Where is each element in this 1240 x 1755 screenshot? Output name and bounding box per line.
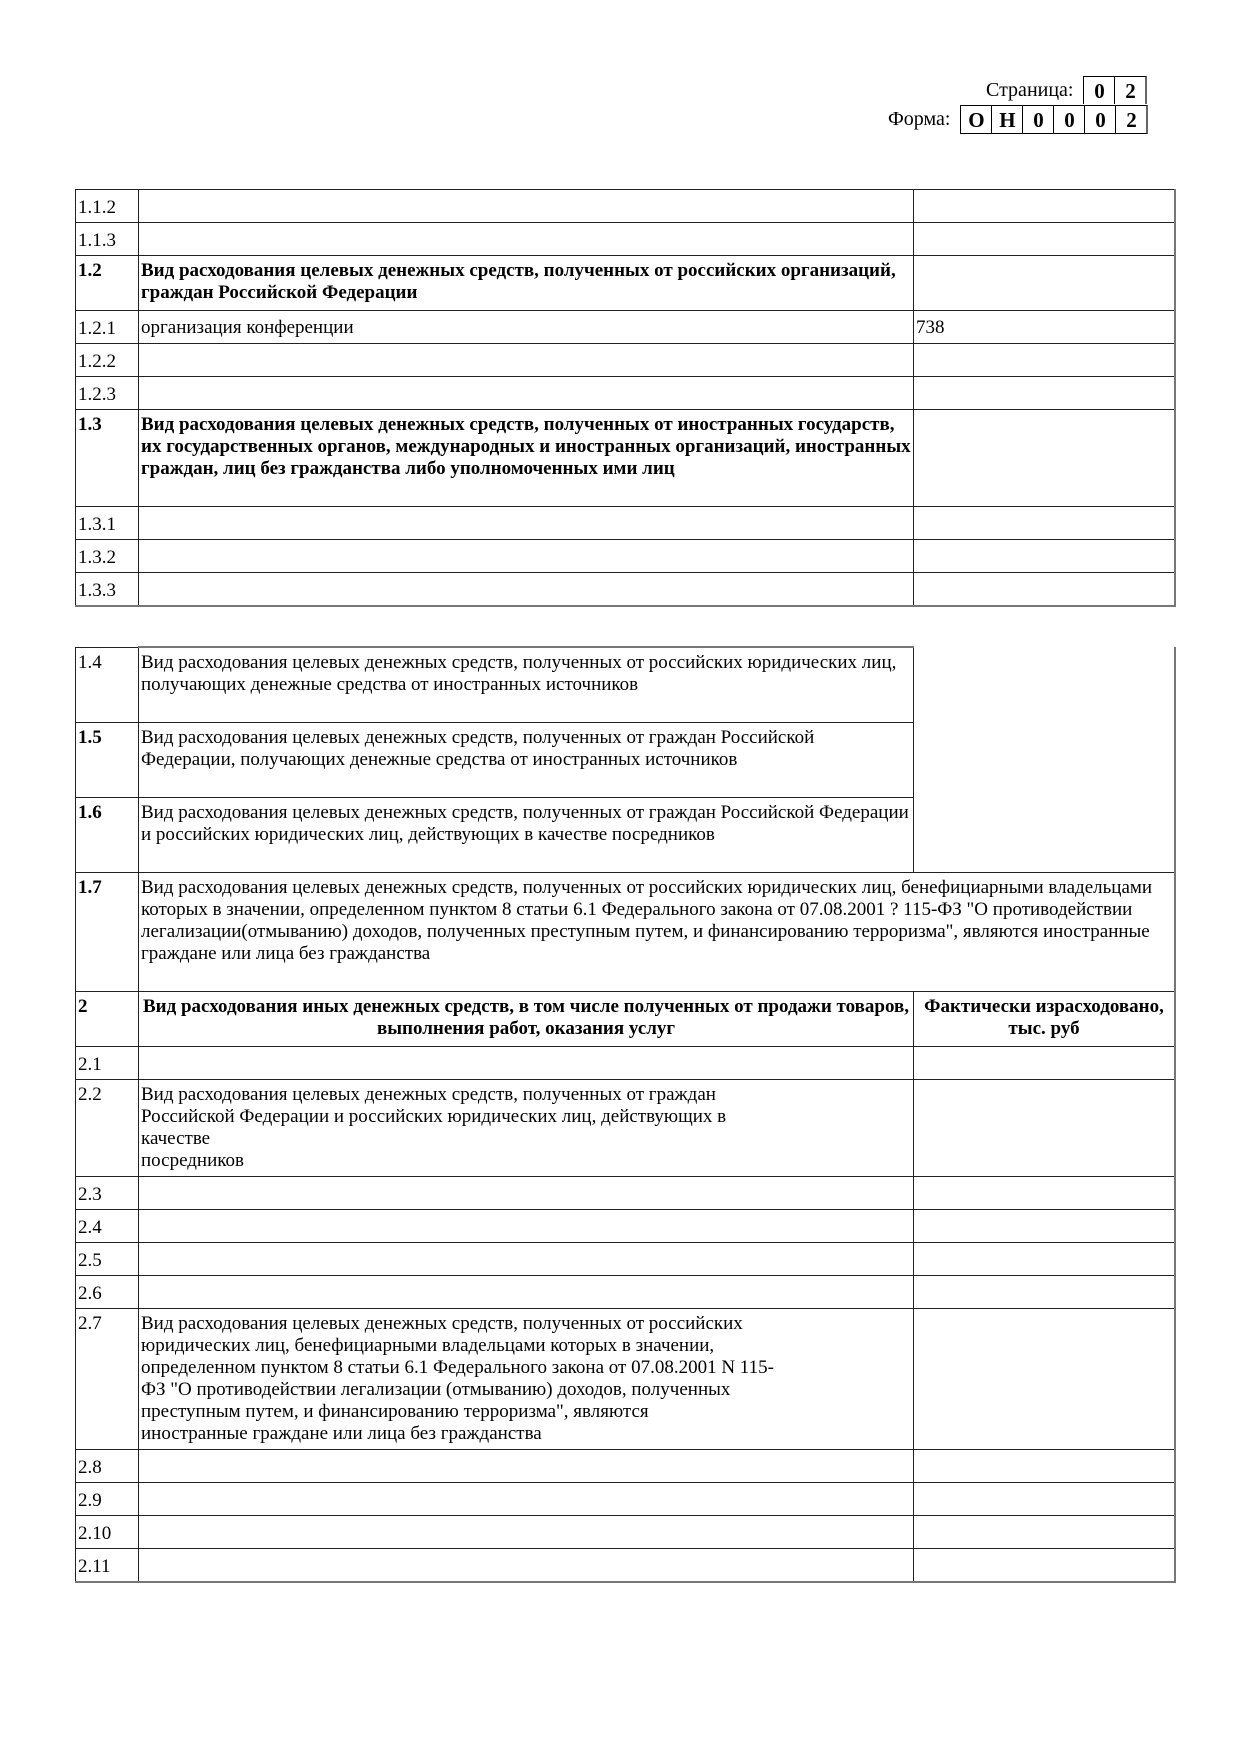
expenditure-table-section-1 (75, 189, 1176, 607)
table-row (76, 1079, 1176, 1176)
row-number: 1.3.1 (76, 507, 139, 540)
row-value[interactable] (914, 190, 1176, 223)
row-number: 1.3.3 (76, 573, 139, 607)
form-code-char: 0 (1023, 105, 1054, 134)
row-value[interactable] (914, 1079, 1176, 1176)
row-number: 2.4 (76, 1209, 139, 1242)
row-description[interactable] (139, 377, 914, 410)
row-description[interactable] (139, 1046, 914, 1079)
row-description[interactable] (139, 344, 914, 377)
desc-line: качестве (141, 1127, 211, 1149)
row-value[interactable] (914, 1482, 1176, 1515)
merged-value-cell[interactable] (914, 647, 1176, 872)
row-value[interactable] (914, 223, 1176, 256)
form-code-char: Н (992, 105, 1023, 134)
desc-line: преступным путем, и финансированию терроризма", являются (141, 1400, 649, 1422)
table-row (76, 1046, 1176, 1079)
row-number: 1.3 (76, 410, 139, 507)
table-row (76, 507, 1176, 540)
row-number: 2.6 (76, 1275, 139, 1308)
row-value[interactable] (914, 1515, 1176, 1548)
row-number: 2.5 (76, 1242, 139, 1275)
table-row (76, 1308, 1176, 1449)
row-description[interactable] (139, 540, 914, 573)
row-value[interactable] (914, 573, 1176, 607)
desc-line: посредников (141, 1149, 244, 1171)
column-header-actual-spent: Фактически израсходовано, тыс. руб (914, 991, 1176, 1046)
row-value[interactable]: 738 (914, 311, 1176, 344)
table-row-section-header (76, 256, 1176, 311)
row-value[interactable] (914, 1308, 1176, 1449)
table-row (76, 1176, 1176, 1209)
table-row (76, 1515, 1176, 1548)
expenditure-table-section-2 (75, 646, 1176, 1583)
desc-line: Российской Федерации и российских юридических лиц, действующих в (141, 1105, 727, 1127)
desc-line: ФЗ "О противодействии легализации (отмыванию) доходов, полученных (141, 1378, 731, 1400)
row-description[interactable] (139, 1548, 914, 1582)
row-description: Вид расходования целевых денежных средств, полученных от российских организаций, граждан Российской Федерации (139, 256, 914, 311)
form-code-field (888, 105, 1148, 134)
row-value[interactable] (914, 256, 1176, 311)
row-value[interactable] (914, 410, 1176, 507)
form-code-char: 0 (1085, 105, 1116, 134)
row-description: Вид расходования целевых денежных средств, полученных от граждан Российской Федерации и российских юридических лиц, действующих в качестве посредников (139, 797, 914, 872)
row-value[interactable] (914, 1242, 1176, 1275)
form-code-char: 0 (1054, 105, 1085, 134)
table-row (76, 344, 1176, 377)
row-number: 1.2.1 (76, 311, 139, 344)
row-description[interactable] (139, 223, 914, 256)
row-number: 1.2.2 (76, 344, 139, 377)
table-row (76, 1209, 1176, 1242)
row-description: Вид расходования целевых денежных средств, полученных от российских юридических лиц, бенефициарными владельцами которых в значении, определенном пунктом 8 статьи 6.1 Федерального закона от 07.08.2001 ? 115-ФЗ "О противодействии легализации(отмыванию) доходов, полученных преступным путем, и финансированию терроризма", являются иностранные граждане или лица без гражданства (139, 872, 1176, 991)
desc-line: определенном пунктом 8 статьи 6.1 Федерального закона от 07.08.2001 N 115- (141, 1356, 774, 1378)
row-value[interactable] (914, 1449, 1176, 1482)
row-description[interactable] (139, 507, 914, 540)
page-number-field (986, 76, 1147, 105)
table-row (76, 190, 1176, 223)
row-description[interactable] (139, 573, 914, 607)
row-number: 1.6 (76, 797, 139, 872)
desc-line: иностранные граждане или лица без гражданства (141, 1422, 542, 1444)
row-number: 1.7 (76, 872, 139, 991)
row-value[interactable] (914, 1548, 1176, 1582)
page-label: Страница: (986, 79, 1074, 101)
row-number: 1.2.3 (76, 377, 139, 410)
row-description[interactable] (139, 1275, 914, 1308)
table-row (76, 573, 1176, 607)
row-number: 2.2 (76, 1079, 139, 1176)
row-value[interactable] (914, 1176, 1176, 1209)
row-description (139, 1308, 914, 1449)
row-value[interactable] (914, 507, 1176, 540)
table-row (76, 1548, 1176, 1582)
table-row (76, 872, 1176, 991)
table-row (76, 540, 1176, 573)
row-number: 1.1.3 (76, 223, 139, 256)
page-digit: 0 (1083, 76, 1115, 104)
table-row (76, 311, 1176, 344)
page-digit: 2 (1115, 76, 1147, 104)
desc-line: Вид расходования целевых денежных средств, полученных от российских (141, 1312, 743, 1334)
column-header-description: Вид расходования иных денежных средств, в том числе полученных от продажи товаров, выполнения работ, оказания услуг (139, 991, 914, 1046)
row-value[interactable] (914, 377, 1176, 410)
row-number: 2.3 (76, 1176, 139, 1209)
table-row (76, 1482, 1176, 1515)
row-value[interactable] (914, 344, 1176, 377)
row-description[interactable]: организация конференции (139, 311, 914, 344)
row-number: 2.10 (76, 1515, 139, 1548)
table-row (76, 1275, 1176, 1308)
row-description[interactable] (139, 1449, 914, 1482)
table-row (76, 1242, 1176, 1275)
row-number: 1.4 (76, 647, 139, 722)
form-label: Форма: (888, 108, 951, 130)
table-row (76, 647, 1176, 722)
row-number: 1.1.2 (76, 190, 139, 223)
section-2-header-row (76, 991, 1176, 1046)
table-row (76, 377, 1176, 410)
row-value[interactable] (914, 1209, 1176, 1242)
desc-line: юридических лиц, бенефициарными владельцами которых в значении, (141, 1334, 715, 1356)
row-number: 2.8 (76, 1449, 139, 1482)
row-description[interactable] (139, 1242, 914, 1275)
table-row-section-header (76, 410, 1176, 507)
row-value[interactable] (914, 1046, 1176, 1079)
row-number: 1.5 (76, 722, 139, 797)
table-row (76, 1449, 1176, 1482)
row-number: 1.2 (76, 256, 139, 311)
row-number: 2.9 (76, 1482, 139, 1515)
row-description[interactable] (139, 1176, 914, 1209)
row-description[interactable] (139, 190, 914, 223)
row-description: Вид расходования целевых денежных средств, полученных от российских юридических лиц, получающих денежные средства от иностранных источников (139, 647, 914, 722)
form-code-char: О (960, 105, 992, 134)
row-value[interactable] (914, 1275, 1176, 1308)
row-number: 2.11 (76, 1548, 139, 1582)
desc-line: Вид расходования целевых денежных средств, полученных от граждан (141, 1083, 716, 1105)
row-description[interactable] (139, 1209, 914, 1242)
row-number: 2 (76, 991, 139, 1046)
table-row (76, 223, 1176, 256)
row-description (139, 1079, 914, 1176)
row-description: Вид расходования целевых денежных средств, полученных от граждан Российской Федерации, получающих денежные средства от иностранных источников (139, 722, 914, 797)
row-number: 1.3.2 (76, 540, 139, 573)
row-description: Вид расходования целевых денежных средств, полученных от иностранных государств, их государственных органов, международных и иностранных организаций, иностранных граждан, лиц без гражданства либо уполномоченных ими лиц (139, 410, 914, 507)
row-description[interactable] (139, 1482, 914, 1515)
row-description[interactable] (139, 1515, 914, 1548)
row-value[interactable] (914, 540, 1176, 573)
row-number: 2.1 (76, 1046, 139, 1079)
form-code-char: 2 (1116, 105, 1148, 134)
row-number: 2.7 (76, 1308, 139, 1449)
